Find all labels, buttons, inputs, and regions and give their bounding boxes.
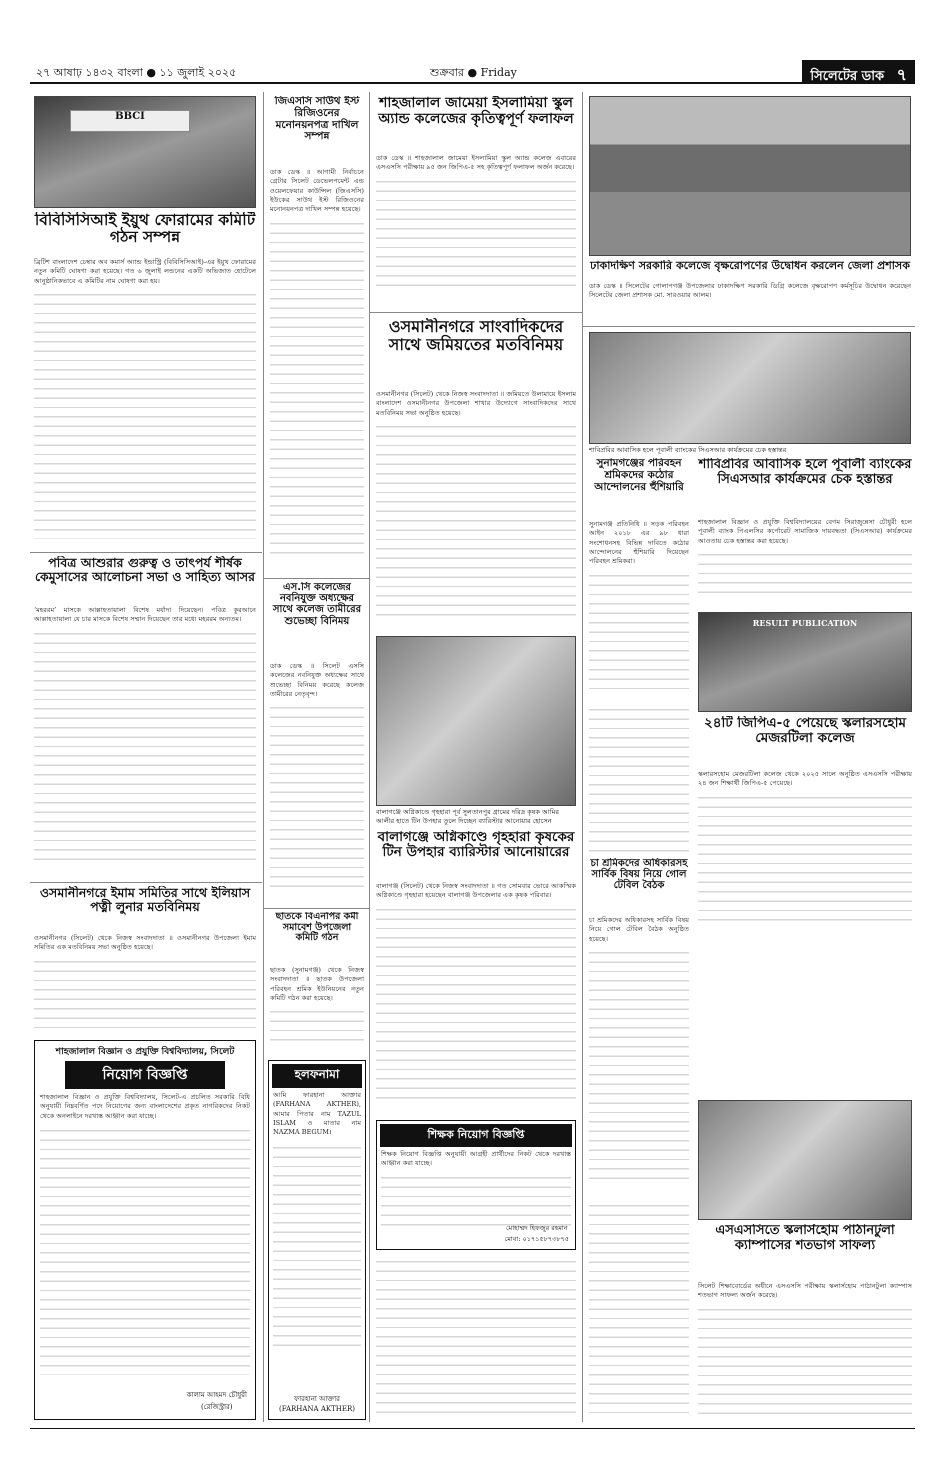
affidavit-signature [269,1393,365,1413]
chhatak-headline: ছাতকে বিএনপির কর্মী সমাবেশ উপজেলা কমিটি গঠন [275,912,359,944]
chhatak-lead: ছাতক (সুনামগঞ্জ) থেকে নিজস্ব সংবাদদাতা ॥ ছাতক উপজেলা পরিবহন শ্রমিক ইউনিয়নের নতুন কমিটি গঠন করা হয়েছে। [270,966,364,1003]
gs-body [270,168,364,568]
shahjalal-headline-box [376,96,576,152]
majortila-body [698,770,912,930]
chhatak-headline-box [270,912,364,964]
osmaninagar-lead: ওসমানীনগর (সিলেট) থেকে নিজস্ব সংবাদদাতা ॥ জমিয়তে উলামায়ে ইসলাম বাংলাদেশ ওসমানীনগর উপজেলা শাখার উদ্যোগে সাংবাদিকদের সাথে মতবিনিময় সভা অনুষ্ঠিত হয়েছে। [376,390,576,417]
section-divider [264,908,369,909]
shabipro-body [698,518,912,608]
shabipro-text-lines [698,549,912,597]
sust-signer-title: (রেজিস্ট্রার) [201,1403,233,1411]
pathantula-headline: এসএসসিতে স্কলার্সহোম পাঠানটুলা ক্যাম্পাসের শতভাগ সাফল্য [715,1224,895,1253]
sunamganj-headline: সুনামগঞ্জের পরিবহন শ্রমিকদের কঠোর আন্দোলনের হুঁশিয়ারি [594,458,684,493]
sust-ad-lead: শাহজালাল বিজ্ঞান ও প্রযুক্তি বিশ্ববিদ্যালয়, সিলেট-এ প্রচলিত সরকারি বিধি অনুযায়ী নিম্নবর্ণিত পদে নিয়োগের জন্য বাংলাদেশের প্রকৃত নাগরিকদের নিকট থেকে অনলাইনে দরখাস্ত আহ্বান করা যাচ্ছে। [40,1093,250,1120]
pathantula-headline-box [698,1224,912,1280]
osmaninagar-headline: ওসমানীনগরে সাংবাদিকদের সাথে জমিয়তের মতবিনিময় [388,318,564,354]
gs-headline-box [270,96,364,166]
affidavit-name: ফারহানা আক্তার [294,1395,340,1403]
majortila-headline: ২৪টি জিপিএ-৫ পেয়েছে স্কলারসহোম মেজরটিলা কলেজ [703,716,907,747]
page-header [30,60,915,84]
shabipro-lead: শাহজালাল বিজ্ঞান ও প্রযুক্তি বিশ্ববিদ্যালয়ের বেগম সিরাজুন্নেসা চৌধুরী হলে পূবালী ব্যাংক পিএলসির কর্পোরেট সামাজিক দায়বদ্ধতা (সিএসআর) কার্যক্রমের আওতায় চেক হস্তান্তর করা হয়েছে। [698,518,912,545]
sunamganj-body [589,520,689,700]
header-date: ২৭ আষাঢ় ১৪৩২ বাংলা ● ১১ জুলাই ২০২৫ [36,66,237,79]
balaganj-headline-box [376,830,576,880]
sust-signature [187,1389,247,1413]
balaganj-photo [376,636,576,806]
balaganj-body-cont [376,1256,576,1420]
header-day: শুক্রবার ● Friday [430,66,517,79]
teacher-job-ad [376,1120,576,1250]
balaganj-text-lines [376,904,576,1104]
column-divider [263,92,264,1422]
gs-text-lines [270,218,364,558]
bbci-logo: BBCI [70,110,190,132]
column-divider [582,92,583,1422]
affidavit-body: আমি ফারহানা আক্তার (FARHANA AKTHER), আমার পিতার নাম TAZUL ISLAM ও মাতার নাম NAZMA BEGUM। [273,1091,361,1137]
tea-text-lines [589,947,689,1187]
bbci-headline-box [34,212,256,256]
shahjalal-body [376,154,576,302]
affidavit-title: হলফনামা [272,1064,362,1088]
section-divider [583,326,915,327]
ashura-headline-box [34,556,256,604]
tea-text-lines-2 [589,1200,689,1420]
pathantula-lead: সিলেট শিক্ষাবোর্ডের অধীনে এসএসসি পরীক্ষায় স্কলার্সহোম পাঠানটুলা ক্যাম্পাস শতভাগ সাফল্য অর্জন করেছে। [698,1282,912,1300]
majortila-headline-box [698,716,912,768]
imam-headline-box [34,886,256,932]
tea-lead: চা শ্রমিকদের অধিকারসহ সার্বিক বিষয় নিয়ে গোল টেবিল বৈঠক অনুষ্ঠিত হয়েছে। [589,916,689,943]
sust-org: শাহজালাল বিজ্ঞান ও প্রযুক্তি বিশ্ববিদ্যালয়, সিলেট [55,1047,235,1057]
sc-college-lead: ডাক ডেস্ক ॥ সিলেট এসসি কলেজের নবনিযুক্ত অধ্যক্ষের সাথে শুভেচ্ছা বিনিময় করেছে কলেজ তামীরের নেতৃবৃন্দ। [270,662,364,699]
paper-name-badge [802,60,915,82]
imam-lead: ওসমানীনগর (সিলেট) থেকে নিজস্ব সংবাদদাতা ॥ ওসমানীনগর উপজেলা ইমাম সমিতির এক মতবিনিময় সভা অনুষ্ঠিত হয়েছে। [34,934,256,952]
sunamganj-text-lines-2 [589,704,689,854]
imam-headline: ওসমানীনগরে ইমাম সমিতির সাথে ইলিয়াস পত্নী লুনার মতবিনিময় [39,886,251,914]
sust-signer: কালাম আহমদ চৌধুরী [186,1391,247,1399]
sunamganj-headline-box [589,458,689,518]
balaganj-text-lines-2 [376,1256,576,1420]
result-publication-label: RESULT PUBLICATION [752,618,858,628]
section-divider [264,578,369,579]
osmaninagar-headline-box [376,318,576,388]
shahjalal-headline: শাহজালাল জামেয়া ইসলামিয়া স্কুল অ্যান্ড কলেজের কৃতিত্বপূর্ণ ফলাফল [378,96,574,127]
balaganj-lead: বালাগঞ্জ (সিলেট) থেকে নিজস্ব সংবাদদাতা ॥ গত সোমবার ভোরে আকস্মিক অগ্নিকাণ্ডে গৃহহারা হয়েছেন বালাগঞ্জ উপজেলার এক কৃষক পরিবার। [376,882,576,900]
affidavit-name-en: (FARHANA AKTHER) [278,1405,356,1413]
gs-headline: জিএসসি সাউথ ইস্ট রিজিওনের মনোনয়নপত্র দাখিল সম্পন্ন [274,96,360,143]
sust-ad-text-lines [40,1125,250,1375]
tea-body-cont [589,1200,689,1420]
gs-lead: ডাক ডেস্ক ॥ আগামী নির্বাচনে গ্রেটার সিলেট ডেভেলপমেন্ট এন্ড ওয়েলফেয়ার কাউন্সিল (জিএসসি) ইউকের সাউথ ইস্ট রিজিওনের মনোনয়নপত্র দাখিল সম্পন্ন হয়েছে। [270,168,364,214]
pathantula-text-lines [698,1304,912,1414]
shabipro-headline: শাবিপ্রবির আবাসিক হলে পূবালী ব্যাংকের সিএসআর কার্যক্রমের চেক হস্তান্তর [698,458,912,487]
teacher-ad-signature [505,1223,569,1245]
sunamganj-body-cont [589,704,689,854]
dhakadakshin-lead: ডাক ডেস্ক ॥ সিলেটের গোলাপগঞ্জ উপজেলার ঢাকাদক্ষিণ সরকারি ডিগ্রি কলেজে বৃক্ষরোপণ কর্মসূচির উদ্বোধন করেছেন সিলেটের জেলা প্রশাসক মো. সারওয়ার আলম। [589,282,911,300]
imam-body [34,934,256,1034]
bbci-headline: বিবিসিসিআই ইয়ুথ ফোরামের কমিটি গঠন সম্পন্ন [34,212,256,247]
pathantula-body [698,1282,912,1420]
teacher-ad-lead: শিক্ষক নিয়োগ বিজ্ঞপ্তি অনুযায়ী আগ্রহী প্রার্থীদের নিকট থেকে দরখাস্ত আহ্বান করা যাচ্ছে। [381,1150,571,1168]
sc-college-text-lines [270,702,364,892]
affidavit-ad [268,1060,366,1420]
column-divider [369,92,370,1422]
pathantula-photo [698,1100,912,1220]
tree-planting-photo [589,96,911,256]
balaganj-photo-caption: বালাগঞ্জে অগ্নিকাণ্ডে গৃহহারা পূর্ব সুলতানপুর গ্রামের দরিদ্র কৃষক আমির আলীর হাতে টিন উপহার তুলে দিচ্ছেন ব্যারিস্টার আনোয়ার হোসেন [376,808,559,825]
section-divider [370,312,582,313]
osmaninagar-text-lines [376,421,576,621]
cheque-handover-photo [589,332,911,444]
dhakadakshin-headline-box [589,260,911,280]
shahjalal-lead: ডাক ডেস্ক ॥ শাহজালাল জামেয়া ইসলামিয়া স্কুল অ্যান্ড কলেজ এবারের এসএসসি পরীক্ষায় ৯৫ জন জিপিএ-৫ সহ কৃতিত্বপূর্ণ ফলাফল অর্জন করেছে। [376,154,576,172]
affidavit-text-lines [273,1142,361,1352]
ashura-body [34,606,256,876]
section-divider [30,552,262,553]
sc-college-headline: এস.সি কলেজের নবনিযুক্ত অধ্যক্ষের সাথে কলেজ তামীরের শুভেচ্ছা বিনিময় [272,582,362,627]
imam-text-lines [34,956,256,1028]
teacher-ad-phone: মোবা: ০১৭১৫৮৭৩৮৭৫ [504,1235,569,1243]
balaganj-headline: বালাগঞ্জে অগ্নিকাণ্ডে গৃহহারা কৃষকের টিন উপহার ব্যারিস্টার আনোয়ারের [377,830,575,861]
section-divider [30,882,262,883]
ashura-headline: পবিত্র আশুরার গুরুত্ব ও তাৎপর্য শীর্ষক কেমুসাসের আলোচনা সভা ও সাহিত্য আসর [34,556,256,584]
bbci-body [34,258,256,548]
ashura-text-lines [34,628,256,868]
bbci-text-lines [34,289,256,539]
majortila-text-lines [698,792,912,922]
sunamganj-lead: সুনামগঞ্জ প্রতিনিধি ॥ সড়ক পরিবহন আইন ২০১৮ এর ৯৮ ধারা সংশোধনসহ বিভিন্ন দাবিতে কঠোর আন্দোলনের হুঁশিয়ারি দিয়েছেন পরিবহন শ্রমিকরা। [589,520,689,566]
balaganj-body [376,882,576,1112]
sc-college-body [270,662,364,902]
shabipro-photo-caption: শাবিপ্রবির আবাসিক হলে পূবালী ব্যাংকের সিএসআর কার্যক্রমের চেক হস্তান্তর [589,446,787,454]
majortila-lead: স্কলারসহোম মেজরটিলা কলেজ থেকে ২০২৫ সালে অনুষ্ঠিত এসএসসি পরীক্ষায় ২৪ জন শিক্ষার্থী জিপিএ-৫ পেয়েছে। [698,770,912,788]
bbci-lead: ব্রিটিশ বাংলাদেশ চেম্বার অব কমার্স অ্যান্ড ইন্ডাস্ট্রি (বিবিসিসিআই)-এর ইয়ুথ ফোরামের নতুন কমিটি ঘোষণা করা হয়েছে। গত ৬ জুলাই লন্ডনের একটি অভিজাত হোটেলে আনুষ্ঠানিকভাবে এ কমিটির নাম ঘোষণা করা হয়। [34,258,256,285]
shahjalal-text-lines [376,176,576,286]
page-number: ৭ [896,65,907,84]
dhakadakshin-body [589,282,911,322]
shabipro-headline-box [698,458,912,516]
paper-name: সিলেটের ডাক [810,69,885,84]
ashura-lead: ‘মহররম’ মাসকে আল্লাহতায়ালা বিশেষ মর্যাদা দিয়েছেন। পবিত্র কুরআনে আল্লাহতায়ালা যে চার মাসকে বিশেষ সম্মান দিয়েছেন তার মধ্যে মহররম অন্যতম। [34,606,256,624]
sust-ad-title: নিয়োগ বিজ্ঞপ্তি [65,1061,225,1089]
footer-rule [30,1428,915,1429]
dhakadakshin-headline: ঢাকাদক্ষিণ সরকারি কলেজে বৃক্ষরোপণের উদ্বোধন করলেন জেলা প্রশাসক [590,260,910,272]
sunamganj-text-lines [589,570,689,690]
teacher-ad-title: শিক্ষক নিয়োগ বিজ্ঞপ্তি [380,1124,572,1147]
osmaninagar-body [376,390,576,630]
sust-job-ad [34,1040,256,1420]
chhatak-text-lines [270,1006,364,1046]
tea-headline-box [589,858,689,914]
chhatak-body [270,966,364,1056]
tea-body [589,916,689,1196]
teacher-ad-signer: মোহাম্মদ হিফজুর রহমান [506,1224,568,1232]
sc-college-headline-box [270,582,364,660]
tea-headline: চা শ্রমিকদের অধিকারসহ সার্বিক বিষয় নিয়ে গোল টেবিল বৈঠক [590,858,688,892]
